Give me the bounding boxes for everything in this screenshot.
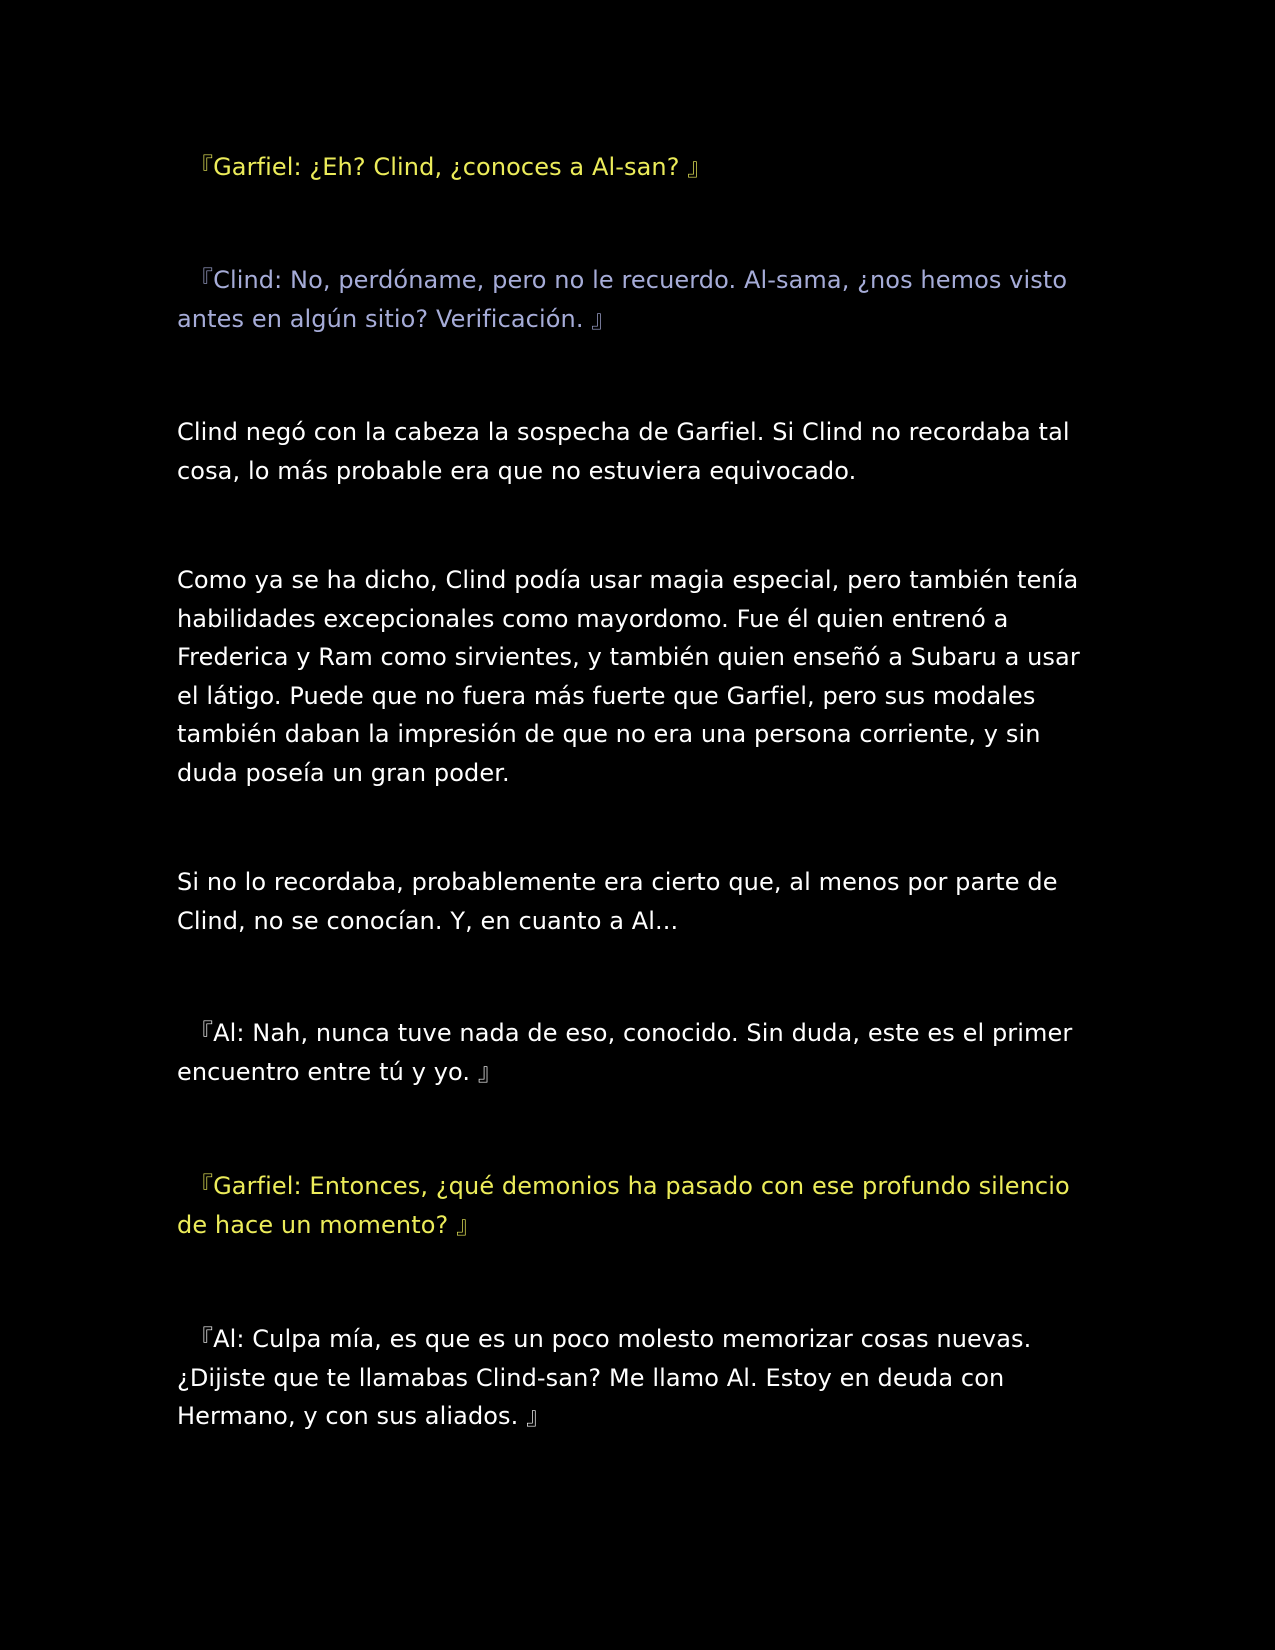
dialogue-al-2: 『Al: Culpa mía, es que es un poco molesto memorizar cosas nuevas. ¿Dijiste que te llamabas Clind-san? Me llamo Al. Estoy en deuda con Hermano, y con sus aliados. 』 (177, 1325, 1032, 1430)
narration-paragraph-1: Clind negó con la cabeza la sospecha de Garfiel. Si Clind no recordaba tal cosa, lo más probable era que no estuviera equivocado. (177, 418, 1070, 485)
dialogue-garfiel-2: 『Garfiel: Entonces, ¿qué demonios ha pasado con ese profundo silencio de hace un momento? 』 (177, 1172, 1070, 1239)
narration-paragraph-2: Como ya se ha dicho, Clind podía usar magia especial, pero también tenía habilidades excepcionales como mayordomo. Fue él quien entrenó a Frederica y Ram como sirvientes, y también quien enseñó a Subaru a usar el látigo. Puede que no fuera más fuerte que Garfiel, pero sus modales también daban la impresión de que no era una persona corriente, y sin duda poseía un gran poder. (177, 566, 1080, 787)
dialogue-clind-1: 『Clind: No, perdóname, pero no le recuerdo. Al-sama, ¿nos hemos visto antes en algún sitio? Verificación. 』 (177, 266, 1068, 333)
dialogue-al-1: 『Al: Nah, nunca tuve nada de eso, conocido. Sin duda, este es el primer encuentro entre tú y yo. 』 (177, 1019, 1073, 1086)
narration-paragraph-3: Si no lo recordaba, probablemente era cierto que, al menos por parte de Clind, no se conocían. Y, en cuanto a Al... (177, 868, 1058, 935)
dialogue-garfiel-1: 『Garfiel: ¿Eh? Clind, ¿conoces a Al-san? 』 (189, 153, 712, 181)
